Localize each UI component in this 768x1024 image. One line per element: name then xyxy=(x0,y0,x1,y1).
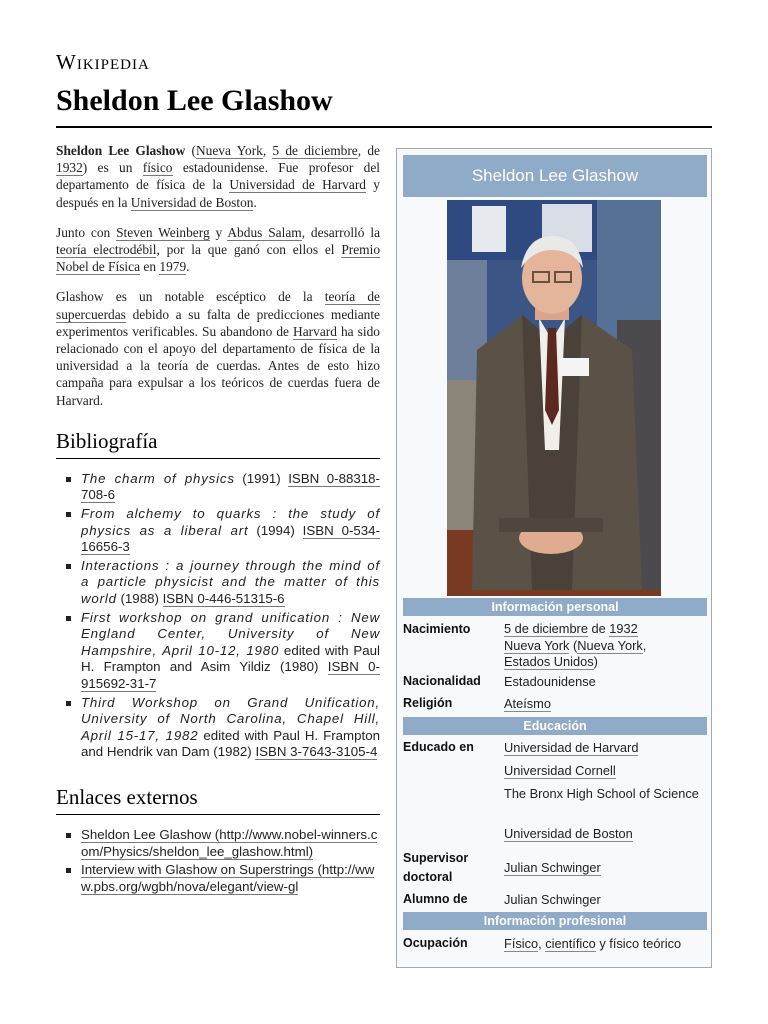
label-student-of: Alumno de xyxy=(403,892,468,906)
value-nationality: Estadounidense xyxy=(504,674,596,689)
external-link-item-2 xyxy=(81,862,380,895)
bibliography-item-4: First workshop on grand unification : New England Center, University of New Hampshire, April 10-12, 1980 edited with Paul H. Frampton and Asim Yildiz (1980) ISBN 0-915692-31-7 xyxy=(81,609,380,691)
wiki-link[interactable]: 1932 xyxy=(56,160,83,176)
label-nationality: Nacionalidad xyxy=(403,674,481,688)
wiki-link[interactable]: Sheldon Lee Glashow (http://www.nobel-winners.com/Physics/sheldon_lee_glashow.html) xyxy=(81,826,378,859)
wiki-link[interactable]: Abdus Salam xyxy=(227,224,302,240)
wiki-link[interactable]: 1932 xyxy=(609,621,638,636)
wiki-link[interactable]: Nueva York xyxy=(504,637,570,653)
bibliography-item-2: From alchemy to quarks : the study of physics as a liberal art (1994) ISBN 0-534-16656-3 xyxy=(81,506,381,555)
external-link-item-1 xyxy=(81,827,380,860)
wiki-link[interactable]: 5 de diciembre xyxy=(272,143,358,158)
wiki-link[interactable]: Nueva York xyxy=(195,143,263,158)
wiki-link[interactable]: Steven Weinberg xyxy=(116,224,210,240)
label-educated-at: Educado en xyxy=(403,740,474,754)
wiki-link[interactable]: ISBN 0-534-16656-3 xyxy=(81,522,381,555)
intro-paragraph-3: Glashow es un notable escéptico de la teoría de supercuerdas debido a su falta de predicciones mediante experimentos verificables. Su abandono de Harvard ha sido relacionado con el apoyo del departamento de física de la universidad a la teoría de cuerdas. Antes de esto hizo campaña para expulsar a los teóricos de cuerdas fuera de Harvard. xyxy=(56,289,381,408)
label-religion: Religión xyxy=(403,696,453,710)
wiki-link[interactable]: Universidad Cornell xyxy=(504,763,616,778)
wiki-link[interactable]: 5 de diciembre xyxy=(504,621,588,636)
intro-paragraph-1: Sheldon Lee Glashow (Nueva York, 5 de diciembre, de 1932) es un físico estadounidense. Fue profesor del departamento de física de la Universidad de Harvard y después en la Universidad de Boston. xyxy=(56,143,380,210)
wikipedia-wordmark[interactable]: Wikipedia xyxy=(56,50,150,74)
wiki-link[interactable]: Julian Schwinger xyxy=(504,860,601,875)
wiki-link[interactable]: Interview with Glashow on Superstrings (http://www.pbs.org/wgbh/nova/elegant/view-gl xyxy=(81,862,375,894)
value-occupation: Físico, científico y físico teórico xyxy=(504,936,682,951)
bibliography-item-1: The charm of physics (1991) ISBN 0-88318-708-6 xyxy=(81,470,380,503)
bibliography-item-3: Interactions : a journey through the mind of a particle physicist and the matter of this world (1988) ISBN 0-446-51315-6 xyxy=(81,557,380,606)
bibliography-item-5: Third Workshop on Grand Unification, University of North Carolina, Chapel Hill, April 15-17, 1982 edited with Paul H. Frampton and Hendrik van Dam (1982) ISBN 3-7643-3105-4 xyxy=(81,694,380,760)
page-title: Sheldon Lee Glashow xyxy=(56,84,333,117)
wiki-link[interactable]: ISBN 0-446-51315-6 xyxy=(162,591,285,606)
label-birth: Nacimiento xyxy=(403,622,471,636)
section-education: Educación xyxy=(403,717,707,735)
bibliography-heading: Bibliografía xyxy=(56,429,380,459)
bibliography-list xyxy=(56,471,380,761)
value-educated-4 xyxy=(504,826,704,843)
label-occupation: Ocupación xyxy=(403,936,468,950)
value-student-of: Julian Schwinger xyxy=(504,892,601,907)
wiki-link[interactable]: científico xyxy=(545,936,596,951)
label-doctoral-advisor: Supervisor doctoral xyxy=(403,851,469,884)
wiki-link[interactable]: Nueva York xyxy=(577,637,643,653)
wiki-link[interactable]: físico xyxy=(142,160,173,176)
wiki-link[interactable]: Universidad de Boston xyxy=(130,194,254,210)
wiki-link[interactable]: Premio Nobel de Física xyxy=(56,242,381,275)
infobox-title: Sheldon Lee Glashow xyxy=(403,155,707,197)
value-educated-3: The Bronx High School of Science xyxy=(504,786,699,801)
intro-paragraph-2: Junto con Steven Weinberg y Abdus Salam, desarrolló la teoría electrodébil, por la que ganó con ellos el Premio Nobel de Física en 1979. xyxy=(56,224,381,275)
external-links-heading: Enlaces externos xyxy=(56,785,380,815)
external-links-list xyxy=(56,827,380,895)
wiki-link[interactable]: Universidad de Harvard xyxy=(229,177,366,193)
wiki-link[interactable]: Ateísmo xyxy=(504,696,551,711)
section-personal-info: Información personal xyxy=(403,598,707,616)
wiki-link[interactable]: ISBN 3-7643-3105-4 xyxy=(255,744,378,760)
value-birth: 5 de diciembre de 1932 Nueva York (Nueva York, Estados Unidos) xyxy=(504,621,647,669)
title-divider xyxy=(56,126,712,128)
person-photo-icon[interactable] xyxy=(447,200,661,596)
portrait-illustration xyxy=(447,200,661,596)
wiki-link[interactable]: 1979 xyxy=(159,259,187,275)
wiki-link[interactable]: Universidad de Boston xyxy=(504,826,633,841)
value-educated-1 xyxy=(504,740,704,757)
wiki-link[interactable]: Universidad de Harvard xyxy=(504,740,639,755)
wiki-link[interactable]: Harvard xyxy=(293,323,337,339)
value-religion xyxy=(504,696,704,713)
wiki-link[interactable]: teoría de supercuerdas xyxy=(56,289,381,322)
wiki-link[interactable]: Estados Unidos xyxy=(504,654,594,669)
value-educated-2 xyxy=(504,763,704,780)
wiki-link[interactable]: ISBN 0-88318-708-6 xyxy=(81,470,380,503)
infobox xyxy=(396,148,712,968)
wiki-link[interactable]: Físico xyxy=(504,936,539,951)
section-professional-info: Información profesional xyxy=(403,912,707,930)
wiki-link[interactable]: ISBN 0-915692-31-7 xyxy=(81,659,380,691)
value-doctoral-advisor xyxy=(504,860,704,877)
article-body xyxy=(56,142,380,897)
wiki-link[interactable]: teoría electrodébil xyxy=(56,242,157,258)
